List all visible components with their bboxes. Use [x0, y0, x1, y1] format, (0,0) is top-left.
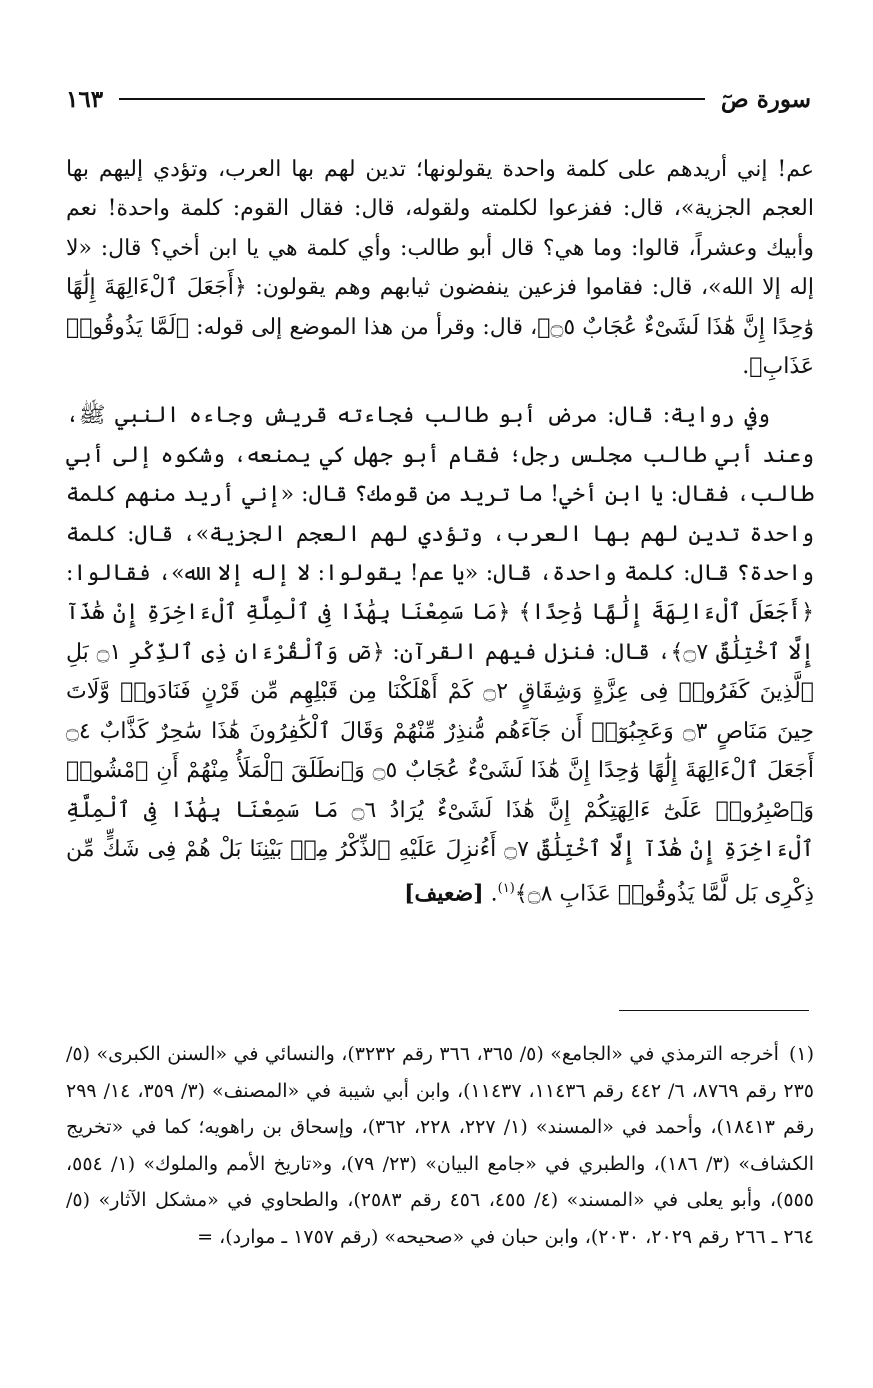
paragraph-1: عم! إني أريدهم على كلمة واحدة يقولونها؛ تدين لهم بها العرب، وتؤدي إليهم بها العجم الجزية»، قال: ففزعوا لكلمته ولقوله، قال: فقال القوم: كلمة واحدة! نعم وأبيك وعشراً، قالوا: وما هي؟ قال أبو طالب: وأي كلمة هي يا ابن أخي؟ قال: «لا إله إلا الله»، قال: فقاموا فزعين ينفضون ثيابهم وهم يقولون: ﴿أَجَعَلَ ٱلْءَالِهَةَ إِلَٰهًا وَٰحِدًا إِنَّ هَٰذَا لَشَىْءٌ عُجَابٌ ۝٥﴾، قال: وقرأ من هذا الموضع إلى قوله: ﴿لَمَّا يَذُوقُوا۟ عَذَابِ﴾.	[66, 157, 815, 380]
footnote-text: أخرجه الترمذي في «الجامع» (٥/ ٣٦٥، ٣٦٦ رقم ٣٢٣٢)، والنسائي في «السنن الكبرى» (٥/ ٢٣٥ رقم ٨٧٦٩، ٦/ ٤٤٢ رقم ١١٤٣٦، ١١٤٣٧)، وابن أبي شيبة في «المصنف» (٣/ ٣٥٩، ١٤/ ٢٩٩ رقم ١٨٤١٣)، وأحمد في «المسند» (١/ ٢٢٧، ٢٢٨، ٣٦٢)، وإسحاق بن راهويه؛ كما في «تخريج الكشاف» (٣/ ١٨٦)، والطبري في «جامع البيان» (٢٣/ ٧٩)، و«تاريخ الأمم والملوك» (١/ ٥٥٤، ٥٥٥)، وأبو يعلى في «المسند» (٤/ ٤٥٥، ٤٥٦ رقم ٢٥٨٣)، والطحاوي في «مشكل الآثار» (٥/ ٢٦٤ ـ ٢٦٦ رقم ٢٠٢٩، ٢٠٣٠)، وابن حبان في «صحيحه» (رقم ١٧٥٧ ـ موارد)، =	[66, 1043, 815, 1248]
footnote	[66, 1036, 814, 1256]
header-rule	[119, 98, 705, 100]
paragraph-2	[66, 396, 814, 914]
footnote-divider	[619, 1010, 809, 1011]
sentence-end: .	[490, 881, 498, 907]
main-text	[66, 150, 814, 914]
grading-label: [ضعيف]	[404, 880, 484, 907]
footnote-reference: (١)	[497, 881, 515, 897]
page-number: ١٦٣	[66, 85, 104, 113]
surah-title: سورة صٓ	[720, 85, 811, 113]
page-header	[66, 84, 811, 114]
footnote-number: (١)	[788, 1043, 815, 1065]
paragraph-2-text: وفي رواية: قال: مرض أبو طالب فجاءته قريش وجاءه النبي ﷺ، وعند أبي طالب مجلس رجل؛ فقام أبو جهل كي يمنعه، وشكوه إلى أبي طالب، فقال: يا ابن أخي! ما تريد من قومك؟ قال: «إني أريد منهم كلمة واحدة تدين لهم بها العرب، وتؤدي لهم العجم الجزية»، قال: كلمة واحدة؟ قال: كلمة واحدة، قال: «يا عم! يقولوا: لا إله إلا الله»، فقالوا: ﴿أَجَعَلَ ٱلْءَالِهَةَ إِلَٰهًا وَٰحِدًا﴾ ﴿مَا سَمِعْنَا بِهَٰذَا فِى ٱلْمِلَّةِ ٱلْءَاخِرَةِ إِنْ هَٰذَآ إِلَّا ٱخْتِلَٰقٌ ۝٧﴾، قال: فنزل فيهم القرآن: ﴿صٓ وَٱلْقُرْءَانِ ذِى ٱلذِّكْرِ ۝١ بَلِ ٱلَّذِينَ كَفَرُوا۟ فِى عِزَّةٍ وَشِقَاقٍ ۝٢ كَمْ أَهْلَكْنَا مِن قَبْلِهِم مِّن قَرْنٍ فَنَادَوا۟ وَّلَاتَ حِينَ مَنَاصٍ ۝٣ وَعَجِبُوٓا۟ أَن جَآءَهُم مُّنذِرٌ مِّنْهُمْ وَقَالَ ٱلْكَٰفِرُونَ هَٰذَا سَٰحِرٌ كَذَّابٌ ۝٤ أَجَعَلَ ٱلْءَالِهَةَ إِلَٰهًا وَٰحِدًا إِنَّ هَٰذَا لَشَىْءٌ عُجَابٌ ۝٥ وَٱنطَلَقَ ٱلْمَلَأُ مِنْهُمْ أَنِ ٱمْشُوا۟ وَٱصْبِرُوا۟ عَلَىٰٓ ءَالِهَتِكُمْ إِنَّ هَٰذَا لَشَىْءٌ يُرَادُ ۝٦ مَا سَمِعْنَا بِهَٰذَا فِى ٱلْمِلَّةِ ٱلْءَاخِرَةِ إِنْ هَٰذَآ إِلَّا ٱخْتِلَٰقٌ ۝٧ أَءُنزِلَ عَلَيْهِ ٱلذِّكْرُ مِنۢ بَيْنِنَا بَلْ هُمْ فِى شَكٍّ مِّن ذِكْرِى بَل لَّمَّا يَذُوقُوا۟ عَذَابِ ۝٨﴾	[66, 403, 814, 907]
